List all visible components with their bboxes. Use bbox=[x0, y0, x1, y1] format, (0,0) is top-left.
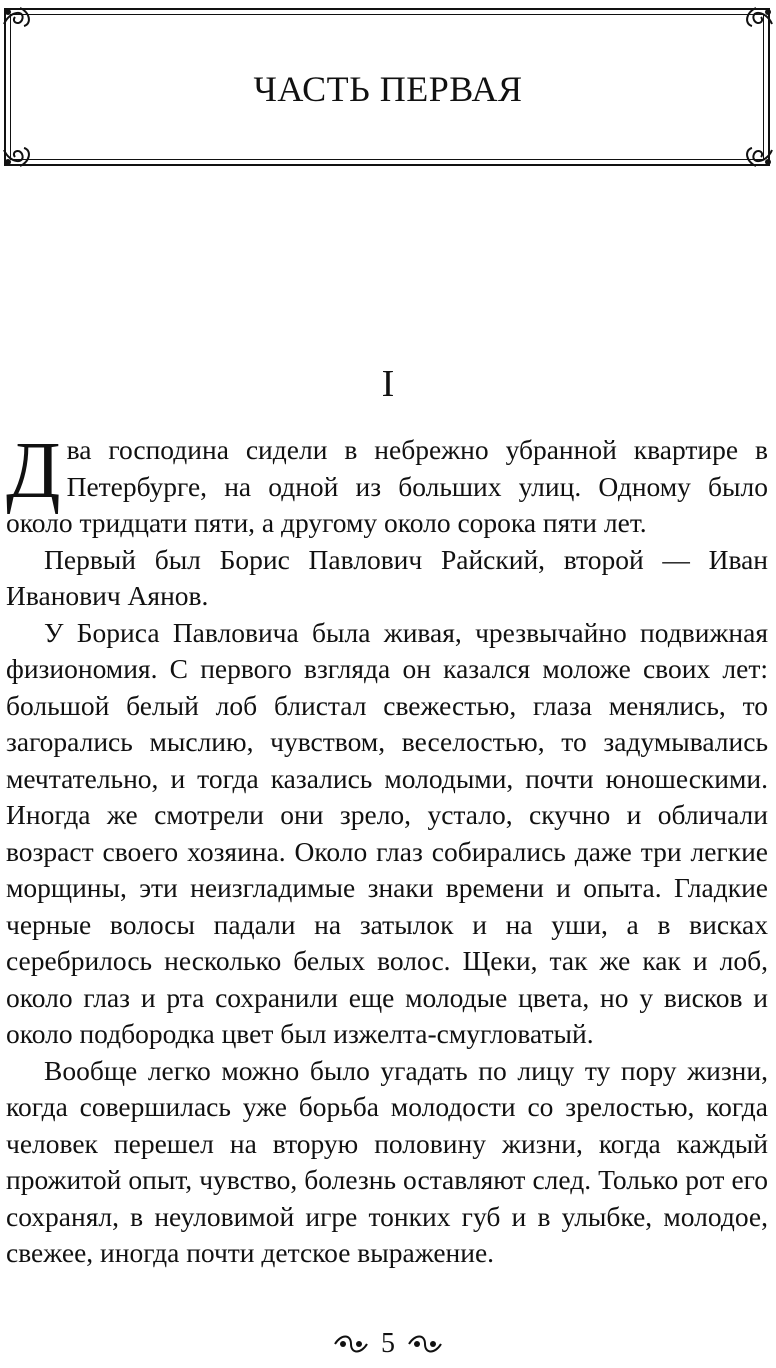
paragraph-4: Вообще легко можно было угадать по лицу ту пору жизни, когда совершилась уже борьба молодости со зрелостью, когда человек перешел на вторую половину жизни, когда каждый прожитой опыт, чувство, болезнь оставляют след. Только рот его сохранял, в неуловимой игре тонких губ и в улыбке, молодое, свежее, иногда почти детское выражение. bbox=[6, 1054, 768, 1268]
corner-flourish-icon bbox=[736, 4, 776, 44]
paragraph-3: У Бориса Павловича была живая, чрезвычайно подвижная физиономия. С первого взгляда он казался моложе своих лет: большой белый лоб блистал свежестью, глаза менялись, то загорались мыслию, чувством, веселостью, то задумывались мечтательно, и тогда казались молодыми, почти юношескими. Иногда же смотрели они зрело, устало, скучно и обличали возраст своего хозяина. Около глаз собирались даже три легкие морщины, эти неизгладимые знаки времени и опыта. Гладкие черные волосы падали на затылок и на уши, а в висках серебрилось несколько белых волос. Щеки, так же как и лоб, около глаз и рта сохранили еще молодые цвета, но у висков и около подбородка цвет был изжелта-смугловатый. bbox=[6, 616, 768, 1049]
chapter-numeral: I bbox=[381, 363, 395, 405]
corner-flourish-icon bbox=[0, 4, 40, 44]
corner-flourish-icon bbox=[0, 130, 40, 170]
paragraph-1 bbox=[6, 427, 768, 542]
corner-flourish-icon bbox=[736, 130, 776, 170]
paragraph-2: Первый был Борис Павлович Райский, второй — Иван Иванович Аянов. bbox=[6, 543, 768, 611]
right-ornament-icon bbox=[405, 1330, 445, 1358]
drop-cap: Д bbox=[6, 427, 61, 515]
part-title: ЧАСТЬ ПЕРВАЯ bbox=[253, 69, 523, 109]
page-footer bbox=[0, 1326, 776, 1362]
paragraph-1-text: ва господина сидели в небрежно убранной квартире в Петербурге, на одной из больших улиц. Одному было около тридцати пяти, а другому около сорока пяти лет. bbox=[6, 434, 768, 538]
page-number: 5 bbox=[381, 1328, 395, 1359]
left-ornament-icon bbox=[331, 1330, 371, 1358]
body-text bbox=[6, 427, 768, 1272]
